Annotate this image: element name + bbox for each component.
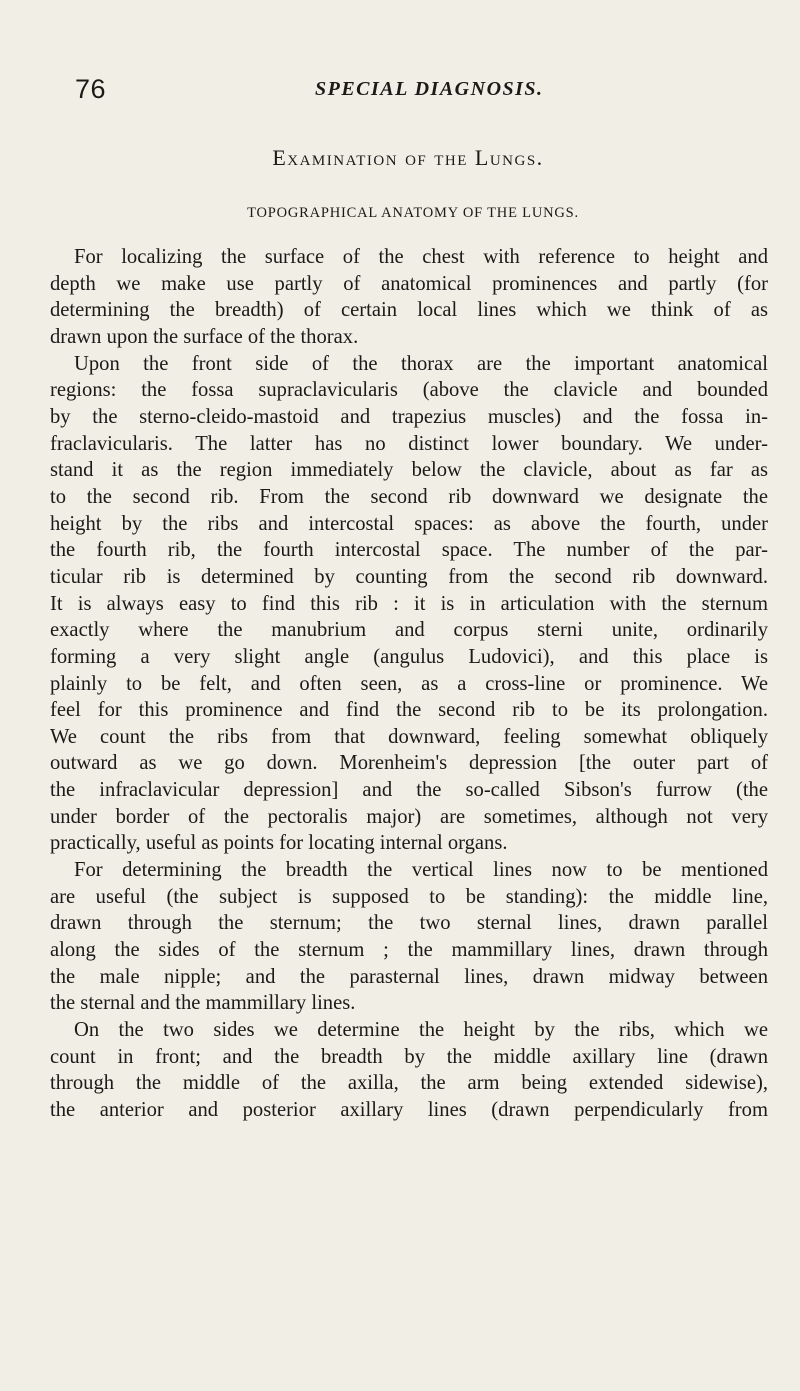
chapter-title: Examination of the Lungs. [272, 145, 544, 170]
text-line: are useful (the subject is supposed to be standing): the middle line, [50, 885, 768, 908]
text-line: ticular rib is determined by counting from the second rib downward. [50, 565, 768, 588]
text-line: under border of the pectoralis major) are sometimes, although not very [50, 805, 768, 828]
running-head [75, 74, 765, 108]
text-line: plainly to be felt, and often seen, as a cross-line or prominence. We [50, 672, 768, 695]
text-line: forming a very slight angle (angulus Ludovici), and this place is [50, 645, 768, 668]
text-line: the male nipple; and the parasternal lines, drawn midway between [50, 965, 768, 988]
text-line: the anterior and posterior axillary lines (drawn perpendicularly from [50, 1099, 768, 1121]
text-line: drawn through the sternum; the two sternal lines, drawn parallel [50, 912, 768, 935]
body-text [50, 244, 768, 1124]
text-line: We count the ribs from that downward, feeling somewhat obliquely [50, 725, 768, 748]
text-line: depth we make use partly of anatomical prominences and partly (for [50, 272, 768, 295]
paragraph-front-regions [50, 351, 768, 857]
text-line: to the second rib. From the second rib downward we designate the [50, 485, 768, 508]
text-line: For localizing the surface of the chest with reference to height and [74, 246, 768, 268]
paragraph-breadth-lines [50, 857, 768, 1017]
text-line: outward as we go down. Morenheim's depression [the outer part of [50, 752, 768, 775]
text-line: by the sterno-cleido-mastoid and trapezius muscles) and the fossa in- [50, 405, 768, 428]
paragraph-sides [50, 1017, 768, 1124]
text-line: along the sides of the sternum ; the mammillary lines, drawn through [50, 939, 768, 962]
text-line: the infraclavicular depression] and the so-called Sibson's furrow (the [50, 779, 768, 802]
text-line: practically, useful as points for locating internal organs. [50, 832, 508, 855]
text-line: It is always easy to find this rib : it is in articulation with the sternum [50, 592, 768, 615]
text-line: the fourth rib, the fourth intercostal space. The number of the par- [50, 539, 768, 562]
text-line: determining the breadth) of certain local lines which we think of as [50, 299, 768, 322]
text-line: through the middle of the axilla, the arm being extended sidewise), [50, 1072, 768, 1095]
paragraph-localizing [50, 244, 768, 351]
text-line: fraclavicularis. The latter has no distinct lower boundary. We under- [50, 432, 768, 455]
text-line: On the two sides we determine the height by the ribs, which we [74, 1019, 768, 1042]
page-number: 76 [75, 74, 107, 104]
text-line: height by the ribs and intercostal spaces: as above the fourth, under [50, 512, 768, 535]
text-line: For determining the breadth the vertical lines now to be mentioned [74, 859, 768, 882]
running-title: SPECIAL DIAGNOSIS. [315, 78, 544, 100]
text-line: feel for this prominence and find the second rib to be its prolongation. [50, 699, 768, 722]
text-line: exactly where the manubrium and corpus sterni unite, ordinarily [50, 619, 768, 642]
text-line: drawn upon the surface of the thorax. [50, 325, 359, 348]
text-line: the sternal and the mammillary lines. [50, 992, 356, 1015]
text-line: stand it as the region immediately below the clavicle, about as far as [50, 459, 768, 482]
text-line: count in front; and the breadth by the middle axillary line (drawn [50, 1045, 768, 1068]
section-title: TOPOGRAPHICAL ANATOMY OF THE LUNGS. [247, 205, 579, 221]
text-line: Upon the front side of the thorax are the important anatomical [74, 352, 768, 375]
text-line: regions: the fossa supraclavicularis (above the clavicle and bounded [50, 379, 768, 402]
